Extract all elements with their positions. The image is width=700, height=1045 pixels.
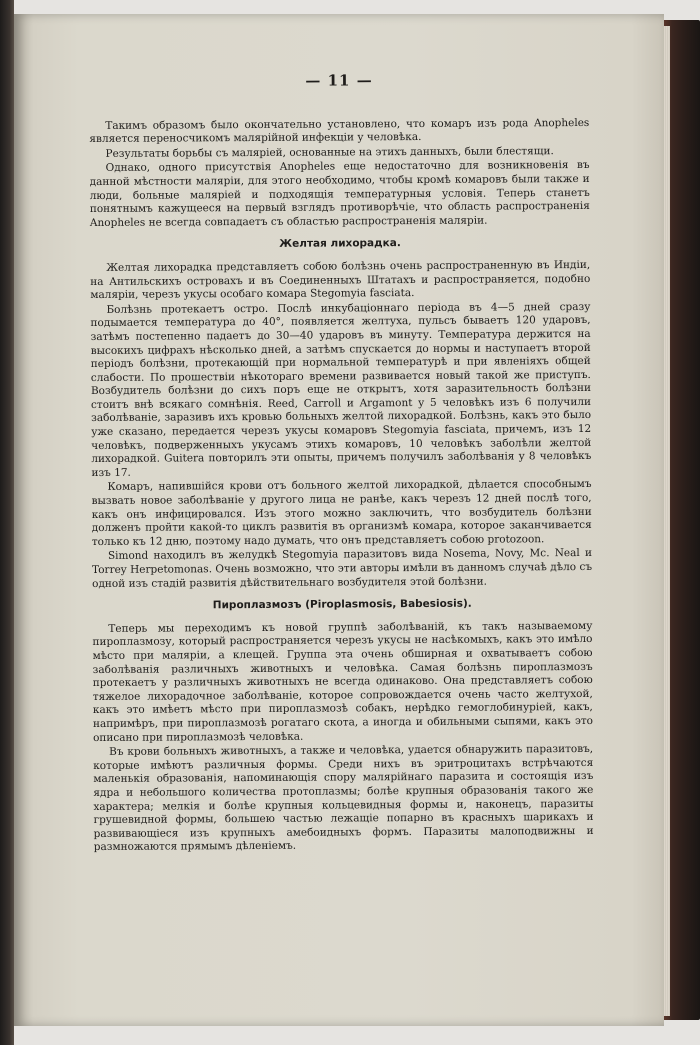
section-heading: Желтая лихорадка.	[279, 237, 401, 251]
paragraph: Теперь мы переходимъ къ новой группѣ заболѣваній, къ такъ называемому пироплазмозу, который распространяется черезъ укусы не насѣкомыхъ, какъ это имѣло мѣсто при малярiи, а клещей. Группа эта очень обширная и охватываетъ собою заболѣванія различныхъ животныхъ и человѣка. Самая болѣзнь пироплазмозъ протекаетъ у различныхъ животныхъ не всегда одинаково. Она представляетъ собою тяжелое лихорадочное заболѣванiе, которое сопровождается очень часто желтухой, какъ это имѣетъ мѣсто при пироплазмозѣ собакъ, нерѣдко гемоглобинурiей, какъ, напримѣръ, при пироплазмозѣ рогатаго скота, а иногда и обильными сыпями, какъ это описано при пироплазмозѣ человѣка.	[92, 619, 593, 744]
paragraph: Желтая лихорадка представляетъ собою болѣзнь очень распространенную въ Индiи, на Антильскихъ островахъ и въ Соединенныхъ Штатахъ и распространяется, подобно малярiи, черезъ укусы особаго комара Stegomyia fasciata.	[90, 258, 591, 302]
paragraph: Въ крови больныхъ животныхъ, а также и человѣка, удается обнаружить паразитовъ, которые имѣютъ различныя формы. Среди нихъ въ эритроцитахъ встрѣчаются маленькія образованія, напоминающія спору малярiйнаго паразита и состоящія изъ ядра и небольшого количества протоплазмы; болѣе крупныя образованія такого же характера; мелкія и болѣе крупныя кольцевидныя формы и, наконецъ, паразиты грушевидной формы, большею частью лежащіе попарно въ красныхъ шарикахъ и развивающіеся изъ крупныхъ амебоидныхъ формъ. Паразиты малоподвижны и размножаются прямымъ дѣленiемъ.	[93, 743, 594, 854]
section-heading: Пироплазмозъ (Piroplasmosis, Babesiosis).	[212, 597, 472, 612]
paragraph: Однако, одного присутствія Anopheles еще недостаточно для возникновенія въ данной мѣстности малярiи, для этого необходимо, чтобы кромѣ комаровъ были также и люди, больные малярiей и подходящія температурныя условія. Теперь станетъ понятнымъ кажущееся на первый взглядъ противорѣчіе, что область распространенія Anopheles не всегда совпадаетъ съ областью распространенія малярiи.	[89, 159, 590, 229]
paragraph: Комаръ, напившійся крови отъ больного желтой лихорадкой, дѣлается способнымъ вызвать новое заболѣванiе у другого лица не ранѣе, какъ черезъ 12 дней послѣ того, какъ онъ инфицировался. Изъ этого можно заключить, что возбудитель болѣзни долженъ пройти какой-то циклъ развитія въ организмѣ комара, которое заканчивается только къ 12 дню, поэтому надо думать, что онъ представляетъ собою protozoon.	[91, 478, 592, 548]
book-page	[14, 14, 664, 1026]
paragraph: Болѣзнь протекаетъ остро. Послѣ инкубаціоннаго періода въ 4—5 дней сразу подымается температура до 40°, появляется желтуха, пульсъ бываетъ 120 ударовъ, затѣмъ постепенно падаетъ до 30—40 ударовъ въ минуту. Температура держится на высокихъ цифрахъ нѣсколько дней, а затѣмъ спускается до нормы и наступаетъ второй періодъ болѣзни, протекающій при нормальной температурѣ и при явленiяхъ общей слабости. По прошествiи нѣкотораго времени развивается новый такой же приступъ. Возбудитель болѣзни до сихъ поръ еще не открытъ, хотя заразительность болѣзни стоитъ внѣ всякаго сомнѣнія. Reed, Carroll и Argamont у 5 человѣкъ изъ 6 получили заболѣванiе, заразивъ ихъ кровью больныхъ желтой лихорадкой. Болѣзнь, какъ это было уже сказано, передается черезъ укусы комаровъ Stegomyia fasciata, причемъ, изъ 12 человѣкъ, подверженныхъ укусамъ этихъ комаровъ, 10 человѣкъ заболѣли желтой лихорадкой. Guitera повторилъ эти опыты, причемъ получилъ заболѣванія у 8 человѣкъ изъ 17.	[90, 300, 592, 479]
book-cover-left	[0, 0, 14, 1045]
paragraph: Результаты борьбы съ малярiей, основанные на этихъ данныхъ, были блестящи.	[105, 144, 554, 160]
page-content	[89, 71, 594, 856]
paragraph: Simond находилъ въ желудкѣ Stegomyia паразитовъ вида Nosema, Novy, Mc. Neal и Torrey Herpetomonas. Очень возможно, что эти авторы имѣли въ данномъ случаѣ дѣло съ одной изъ стадiй развитія дѣйствительнаго возбудителя этой болѣзни.	[91, 547, 593, 590]
page-number: — 11 —	[305, 71, 373, 90]
paragraph: Такимъ образомъ было окончательно установлено, что комаръ изъ рода Anopheles является переносчикомъ малярійной инфекціи у человѣка.	[89, 116, 590, 146]
